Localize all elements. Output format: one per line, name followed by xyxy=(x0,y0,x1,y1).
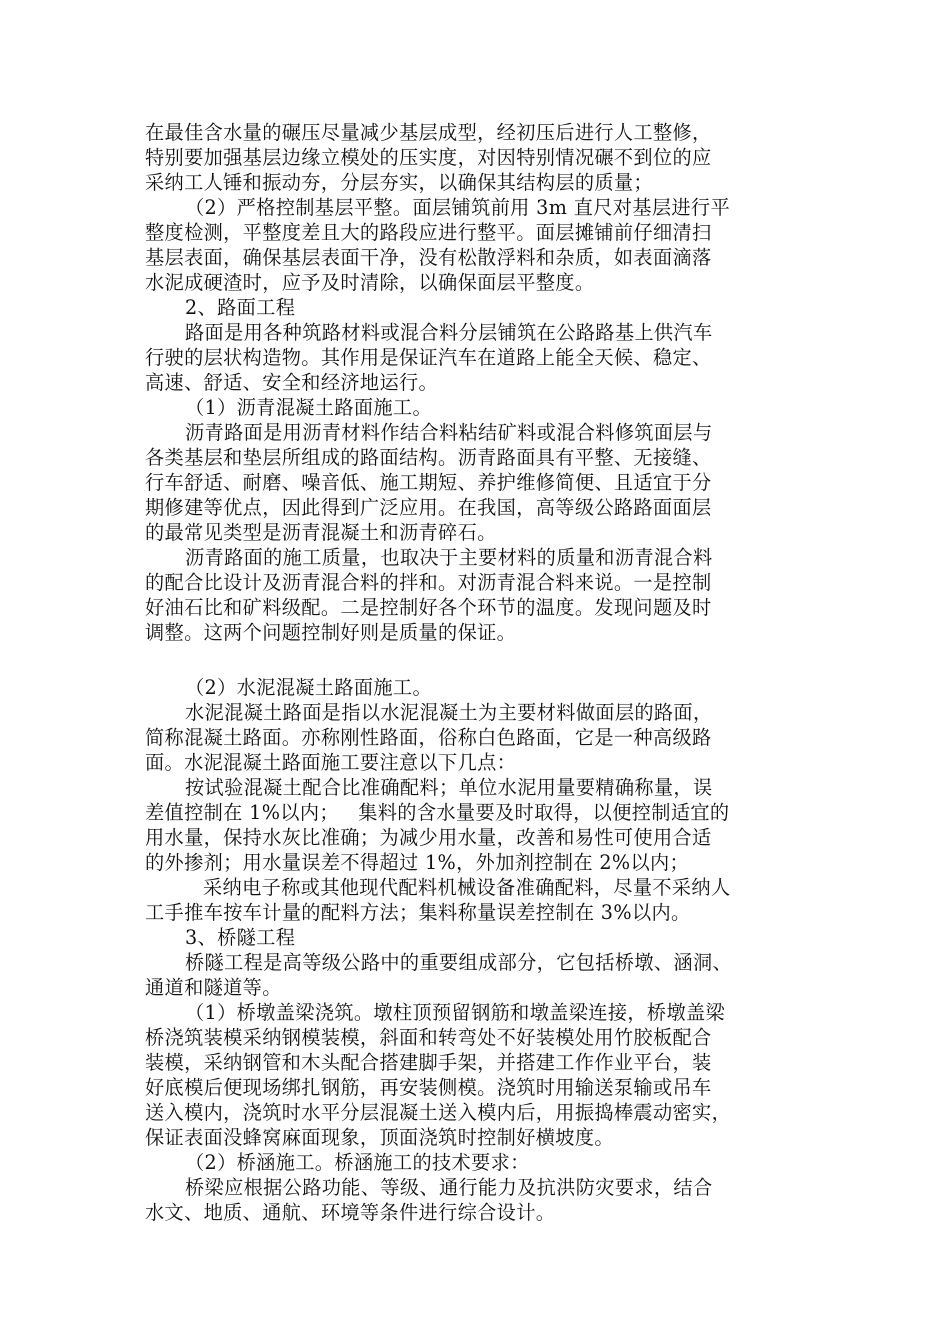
text-line: 水泥混凝土路面是指以水泥混凝土为主要材料做面层的路面， xyxy=(185,701,713,724)
text-line: （1）桥墩盖梁浇筑。墩柱顶预留钢筋和墩盖梁连接，桥墩盖梁 xyxy=(185,1001,726,1024)
text-line: 的外掺剂；用水量误差不得超过 1%，外加剂控制在 2%以内； xyxy=(145,851,690,874)
section-heading: 2、路面工程 xyxy=(185,296,296,319)
text-line: 行车舒适、耐磨、噪音低、施工期短、养护维修简便、且适宜于分 xyxy=(145,471,712,494)
subsection-heading: （2）水泥混凝土路面施工。 xyxy=(185,676,433,699)
text-line: 整度检测，平整度差且大的路段应进行整平。面层摊铺前仔细清扫 xyxy=(145,221,712,244)
subsection-heading: （1）沥青混凝土路面施工。 xyxy=(185,396,433,419)
text-line: 水泥成硬渣时，应予及时清除，以确保面层平整度。 xyxy=(145,271,595,294)
text-line: 路面是用各种筑路材料或混合料分层铺筑在公路路基上供汽车 xyxy=(185,321,713,344)
text-line: 的最常见类型是沥青混凝土和沥青碎石。 xyxy=(145,521,497,544)
text-line: 的配合比设计及沥青混合料的拌和。对沥青混合料来说。一是控制 xyxy=(145,571,712,594)
text-line: 工手推车按车计量的配料方法；集料称量误差控制在 3%以内。 xyxy=(145,901,691,924)
text-line: 好油石比和矿料级配。二是控制好各个环节的温度。发现问题及时 xyxy=(145,596,712,619)
text-line: （2）严格控制基层平整。面层铺筑前用 3m 直尺对基层进行平 xyxy=(185,196,730,219)
text-line: 在最佳含水量的碾压尽量减少基层成型，经初压后进行人工整修， xyxy=(145,121,712,144)
text-line: 行驶的层状构造物。其作用是保证汽车在道路上能全天候、稳定、 xyxy=(145,346,712,369)
text-line: 好底模后便现场绑扎钢筋，再安装侧模。浇筑时用输送泵输或吊车 xyxy=(145,1076,712,1099)
text-line: 简称混凝土路面。亦称刚性路面，俗称白色路面，它是一种高级路 xyxy=(145,726,712,749)
text-line: 沥青路面是用沥青材料作结合料粘结矿料或混合料修筑面层与 xyxy=(185,421,713,444)
text-line: 面。水泥混凝土路面施工要注意以下几点： xyxy=(145,751,517,774)
text-line: 特别要加强基层边缘立模处的压实度，对因特别情况碾不到位的应 xyxy=(145,146,712,169)
text-line: 按试验混凝土配合比准确配料；单位水泥用量要精确称量，误 xyxy=(185,776,713,799)
text-line: 装模，采纳钢管和木头配合搭建脚手架，并搭建工作作业平台，装 xyxy=(145,1051,712,1074)
text-line: 桥浇筑装模采纳钢模装模，斜面和转弯处不好装模处用竹胶板配合 xyxy=(145,1026,712,1049)
text-line: 用水量，保持水灰比准确；为减少用水量，改善和易性可使用合适 xyxy=(145,826,712,849)
text-line: 各类基层和垫层所组成的路面结构。沥青路面具有平整、无接缝、 xyxy=(145,446,712,469)
text-line: 桥隧工程是高等级公路中的重要组成部分，它包括桥墩、涵洞、 xyxy=(185,951,733,974)
text-line: 通道和隧道等。 xyxy=(145,976,282,999)
text-line: 差值控制在 1%以内； 集料的含水量要及时取得，以便控制适宜的 xyxy=(145,801,730,824)
subsection-heading: （2）桥涵施工。桥涵施工的技术要求： xyxy=(185,1151,530,1174)
text-line: 采纳工人锤和振动夯，分层夯实，以确保其结构层的质量； xyxy=(145,171,653,194)
text-line: 期修建等优点，因此得到广泛应用。在我国，高等级公路路面面层 xyxy=(145,496,712,519)
text-line: 采纳电子称或其他现代配料机械设备准确配料，尽量不采纳人 xyxy=(203,876,731,899)
text-line: 水文、地质、通航、环境等条件进行综合设计。 xyxy=(145,1201,556,1224)
text-line: 送入模内，浇筑时水平分层混凝土送入模内后，用振捣棒震动密实， xyxy=(145,1101,732,1124)
text-line: 调整。这两个问题控制好则是质量的保证。 xyxy=(145,621,517,644)
text-line: 基层表面，确保基层表面干净，没有松散浮料和杂质，如表面滴落 xyxy=(145,246,712,269)
text-line: 沥青路面的施工质量，也取决于主要材料的质量和沥青混合料 xyxy=(185,546,713,569)
section-heading: 3、桥隧工程 xyxy=(185,926,296,949)
text-line: 保证表面没蜂窝麻面现象，顶面浇筑时控制好横坡度。 xyxy=(145,1126,614,1149)
text-line: 桥梁应根据公路功能、等级、通行能力及抗洪防灾要求，结合 xyxy=(185,1176,713,1199)
text-line: 高速、舒适、安全和经济地运行。 xyxy=(145,371,439,394)
